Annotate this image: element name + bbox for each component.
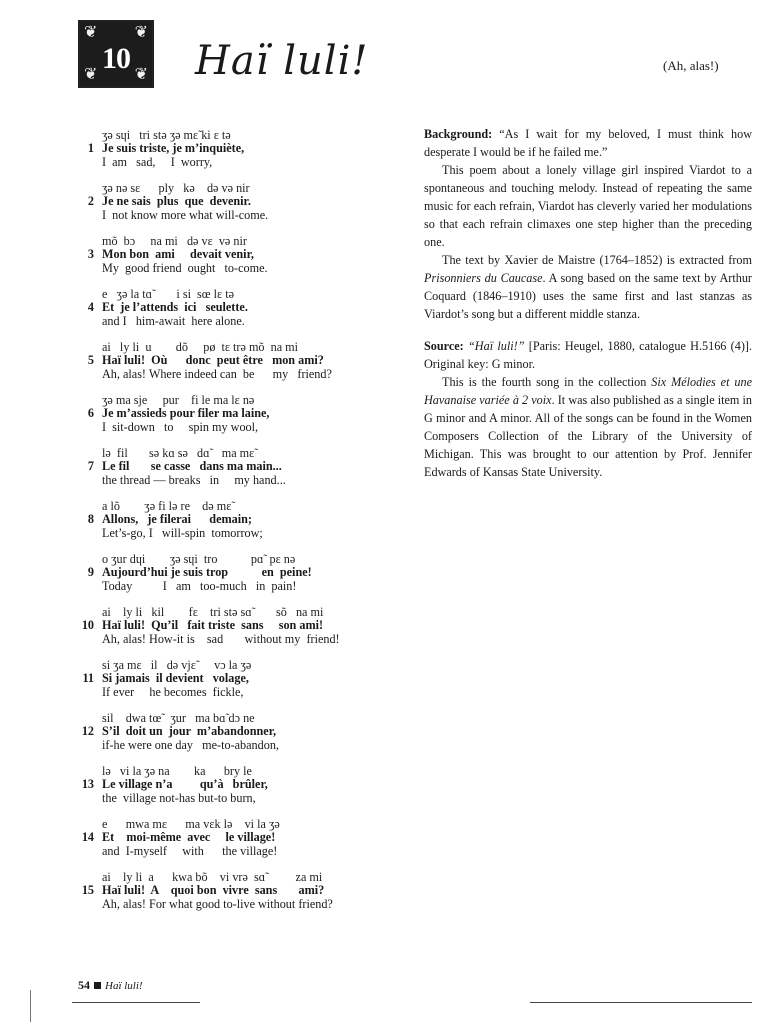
background-paragraph bbox=[424, 125, 752, 161]
verse-gloss: I sit-down to spin my wool, bbox=[102, 420, 259, 434]
verse-ipa: ai ly li u dõ pø tɛ trə mõ na mi bbox=[102, 340, 299, 354]
ornament-icon: ❦ bbox=[134, 66, 148, 83]
page-footer bbox=[78, 978, 143, 993]
verse-stanza bbox=[74, 128, 404, 181]
verse-number: 13 bbox=[81, 777, 94, 791]
source-body bbox=[424, 373, 752, 481]
verse-gloss: My good friend ought to-come. bbox=[102, 261, 268, 275]
background-body: This poem about a lonely village girl inspired Viardot to a spontaneous and touching melody. Instead of repeating the same music for each refrain, Viardot has cleverly varied her modulations so that each refrain climaxes one step higher than the preceding one. bbox=[424, 163, 752, 249]
verse-gloss: I not know more what will-come. bbox=[102, 208, 269, 222]
verse-number: 9 bbox=[87, 565, 94, 579]
verse-french: Mon bon ami devait venir, bbox=[102, 247, 254, 261]
verse-ipa: o ʒur dɥi ʒə sɥi tro pɑ̃ pɛ nə bbox=[102, 552, 296, 566]
verse-stanza bbox=[74, 870, 404, 930]
verse-gloss: and I-myself with the village! bbox=[102, 844, 278, 858]
verse-number: 4 bbox=[87, 300, 94, 314]
source-detail: [Paris: Heugel, 1880, catalogue H.5166 (4)]. Original key: G minor. bbox=[424, 339, 753, 371]
commentary bbox=[424, 125, 752, 481]
background-label: Background: bbox=[424, 127, 493, 141]
verse-stanza bbox=[74, 499, 404, 552]
verse-french: Le village n’a qu’à brûler, bbox=[102, 777, 268, 791]
song-title: Haï luli! bbox=[195, 38, 369, 84]
footer-title: Haï luli! bbox=[105, 980, 143, 992]
verse-french: Haï luli! Où donc peut être mon ami? bbox=[102, 353, 324, 367]
verse-french: Aujourd’hui je suis trop en peine! bbox=[102, 565, 312, 579]
verse-french: Haï luli! A quoi bon vivre sans ami? bbox=[102, 883, 325, 897]
verse-stanza bbox=[74, 234, 404, 287]
verse-gloss: Today I am too-much in pain! bbox=[102, 579, 297, 593]
verse-gloss: Ah, alas! Where indeed can be my friend? bbox=[102, 367, 332, 381]
verse-gloss: the village not-has but-to burn, bbox=[102, 791, 256, 805]
verse-list bbox=[74, 128, 404, 930]
verse-stanza bbox=[74, 711, 404, 764]
verse-ipa: ʒə sɥi tri stə ʒə mɛ̃ ki ɛ tə bbox=[102, 128, 231, 142]
verse-french: Je m’assieds pour filer ma laine, bbox=[102, 406, 270, 420]
verse-ipa: lə vi la ʒə na ka bry le bbox=[102, 764, 252, 778]
ornament-icon: ❦ bbox=[134, 24, 148, 41]
source-body-end: . It was also published as a single item in G minor and A minor. All of the songs can be found in the Women Composers Collection of the Library of the University of Michigan. This was brought to our attention by Prof. Jennifer Edwards of Kansas State University. bbox=[424, 393, 752, 479]
verse-gloss: Ah, alas! For what good to-live without friend? bbox=[102, 897, 333, 911]
song-number: 10 bbox=[102, 42, 130, 75]
page-number: 54 bbox=[78, 978, 90, 992]
verse-stanza bbox=[74, 446, 404, 499]
verse-french: Et moi-même avec le village! bbox=[102, 830, 276, 844]
verse-number: 6 bbox=[87, 406, 94, 420]
verse-french: Je suis triste, je m’inquiète, bbox=[102, 141, 245, 155]
verse-ipa: mõ bɔ na mi də vɛ və nir bbox=[102, 234, 247, 248]
source-paragraph bbox=[424, 337, 752, 373]
verse-gloss: If ever he becomes fickle, bbox=[102, 685, 244, 699]
source-label: Source: bbox=[424, 339, 464, 353]
verse-ipa: ʒə ma sje pur fi le ma lɛ nə bbox=[102, 393, 255, 407]
verse-ipa: ai ly li a kwa bõ vi vrə sɑ̃ za mi bbox=[102, 870, 323, 884]
verse-number: 12 bbox=[81, 724, 94, 738]
verse-gloss: the thread — breaks in my hand... bbox=[102, 473, 286, 487]
verse-ipa: ai ly li kil fɛ tri stə sɑ̃ sõ na mi bbox=[102, 605, 324, 619]
verse-number: 7 bbox=[87, 459, 94, 473]
text-note-start: The text by Xavier de Maistre (1764–1852) is extracted from bbox=[442, 253, 752, 267]
verse-number: 15 bbox=[81, 883, 94, 897]
verse-ipa: ʒə nə sɛ ply kə də və nir bbox=[102, 181, 250, 195]
verse-gloss: if-he were one day me-to-abandon, bbox=[102, 738, 279, 752]
verse-number: 3 bbox=[87, 247, 94, 261]
margin-line bbox=[30, 990, 31, 1022]
verse-french: Allons, je filerai demain; bbox=[102, 512, 252, 526]
ornament-icon: ❦ bbox=[84, 24, 98, 41]
verse-number: 1 bbox=[87, 141, 94, 155]
work-title: Prisonniers du Caucase bbox=[424, 271, 543, 285]
verse-gloss: I am sad, I worry, bbox=[102, 155, 213, 169]
verse-french: Je ne sais plus que devenir. bbox=[102, 194, 251, 208]
background-text-note bbox=[424, 251, 752, 323]
verse-ipa: e ʒə la tɑ̃ i si sœ lɛ tə bbox=[102, 287, 234, 301]
text-note-end: . A song based on the same text by Arthur Coquard (1846–1910) uses the same first and last stanzas as Viardot’s song but a different middle stanza. bbox=[424, 271, 752, 321]
verse-french: Le fil se casse dans ma main... bbox=[102, 459, 282, 473]
verse-number: 11 bbox=[82, 671, 94, 685]
footer-rule bbox=[530, 1002, 752, 1003]
verse-stanza bbox=[74, 393, 404, 446]
verse-french: S’il doit un jour m’abandonner, bbox=[102, 724, 277, 738]
verse-number: 8 bbox=[87, 512, 94, 526]
verse-ipa: a lõ ʒə fi lə re də mɛ̃ bbox=[102, 499, 232, 513]
song-number-badge bbox=[78, 20, 154, 88]
verse-ipa: si ʒa mɛ il də vjɛ̃ vɔ la ʒə bbox=[102, 658, 252, 672]
verse-stanza bbox=[74, 340, 404, 393]
verse-number: 5 bbox=[87, 353, 94, 367]
source-title: “Haï luli!” bbox=[468, 339, 525, 353]
verse-stanza bbox=[74, 817, 404, 870]
verse-ipa: sil dwa tœ̃ ʒur ma bɑ̃ dɔ ne bbox=[102, 711, 255, 725]
verse-gloss: Let’s-go, I will-spin tomorrow; bbox=[102, 526, 263, 540]
square-icon bbox=[94, 982, 101, 989]
verse-stanza bbox=[74, 552, 404, 605]
verse-stanza bbox=[74, 181, 404, 234]
verse-ipa: lə fil sə kɑ sə dɑ̃ ma mɛ̃ bbox=[102, 446, 255, 460]
verse-stanza bbox=[74, 605, 404, 658]
source-body-start: This is the fourth song in the collection bbox=[442, 375, 652, 389]
background-quote: “As I wait for my beloved, I must think how desperate I would be if he failed me.” bbox=[424, 127, 752, 159]
verse-gloss: and I him-await here alone. bbox=[102, 314, 245, 328]
verse-number: 14 bbox=[81, 830, 94, 844]
verse-french: Et je l’attends ici seulette. bbox=[102, 300, 248, 314]
verse-number: 2 bbox=[87, 194, 94, 208]
verse-french: Si jamais il devient volage, bbox=[102, 671, 249, 685]
collection-title: Six Mélodies et une Havanaise variée à 2 voix bbox=[424, 375, 752, 407]
verse-gloss: Ah, alas! How-it is sad without my friend! bbox=[102, 632, 340, 646]
verse-number: 10 bbox=[81, 618, 94, 632]
verse-ipa: e mwa mɛ ma vɛk lə vi la ʒə bbox=[102, 817, 280, 831]
verse-stanza bbox=[74, 287, 404, 340]
verse-stanza bbox=[74, 764, 404, 817]
song-translation: (Ah, alas!) bbox=[663, 58, 719, 73]
verse-french: Haï luli! Qu’il fait triste sans son ami! bbox=[102, 618, 324, 632]
verse-stanza bbox=[74, 658, 404, 711]
ornament-icon: ❦ bbox=[84, 66, 98, 83]
footer-rule bbox=[72, 1002, 200, 1003]
